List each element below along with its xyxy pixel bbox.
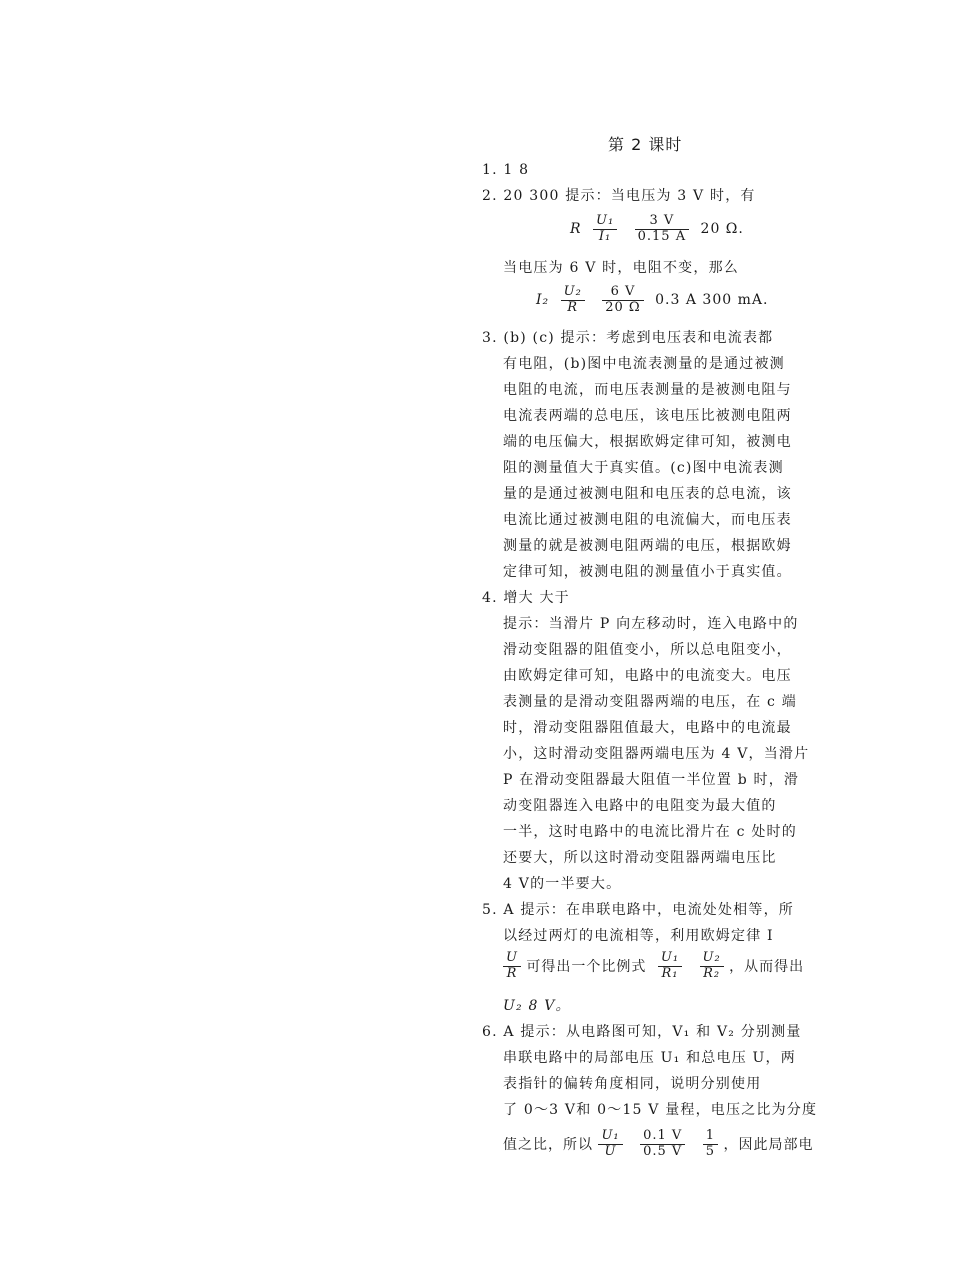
answer-2-equation-1 xyxy=(570,214,744,245)
section-title: 第 2 课时 xyxy=(608,135,683,154)
answer-2-line: 2. 20 300 提示：当电压为 3 V 时，有 xyxy=(482,188,756,204)
answer-5-line: 以经过两灯的电流相等，利用欧姆定律 I xyxy=(503,928,774,944)
eq6-tail: ，因此局部电 xyxy=(723,1137,814,1154)
eq1-lhs: R xyxy=(570,221,582,238)
answer-3-line: 阻的测量值大于真实值。(c)图中电流表测 xyxy=(503,460,784,476)
eq1-fraction-2: $\frac{3 V}{0.15 A}$ xyxy=(635,214,689,245)
eq5-text: 可得出一个比例式 xyxy=(526,959,647,976)
eq1-rhs: 20 Ω. xyxy=(700,221,744,238)
answer-4-line: 提示：当滑片 P 向左移动时，连入电路中的 xyxy=(503,616,799,632)
eq6-fraction-2: $\frac{0.1 V}{0.5 V}$ xyxy=(640,1129,685,1160)
answer-5-line: 5. A 提示：在串联电路中，电流处处相等，所 xyxy=(482,902,794,918)
eq5-tail: ，从而得出 xyxy=(729,959,805,976)
eq6-fraction-3: $\frac{1}{5}$ xyxy=(703,1129,718,1160)
answer-3-line: 定律可知，被测电阻的测量值小于真实值。 xyxy=(503,564,792,580)
answer-4-line: 还要大，所以这时滑动变阻器两端电压比 xyxy=(503,850,777,866)
answer-3-line: 电流比通过被测电阻的电流偏大，而电压表 xyxy=(503,512,792,528)
answer-6-line: 表指针的偏转角度相同，说明分别使用 xyxy=(503,1076,762,1092)
answer-6-line: 6. A 提示：从电路图可知，V₁ 和 V₂ 分别测量 xyxy=(482,1024,802,1040)
answer-6-line: 了 0～3 V和 0～15 V 量程，电压之比为分度 xyxy=(503,1102,818,1118)
eq6-fraction-1: $\frac{\text{U₁}}{U}$ xyxy=(598,1129,622,1160)
answer-3-line: 量的是通过被测电阻和电压表的总电流，该 xyxy=(503,486,792,502)
answer-4-line: 表测量的是滑动变阻器两端的电压，在 c 端 xyxy=(503,694,797,710)
answer-5-line: U₂ 8 V。 xyxy=(503,998,571,1014)
eq2-rhs: 0.3 A 300 mA. xyxy=(655,292,769,309)
eq5-fraction-1: $\frac{\text{U₁}}{\text{R₁}}$ xyxy=(658,951,682,982)
answer-4-line: 4 V的一半要大。 xyxy=(503,876,622,892)
eq5-fraction-0: $\frac{U}{R}$ xyxy=(503,951,521,982)
answer-4-line: 时，滑动变阻器阻值最大，电路中的电流最 xyxy=(503,720,792,736)
answer-4-line: 一半，这时电路中的电流比滑片在 c 处时的 xyxy=(503,824,797,840)
eq1-fraction-1: $\frac{\text{U₁}}{\text{I₁}}$ xyxy=(593,214,617,245)
eq2-lhs: I₂ xyxy=(536,292,550,309)
answer-6-line: 串联电路中的局部电压 U₁ 和总电压 U，两 xyxy=(503,1050,796,1066)
answer-3-line: 有电阻，(b)图中电流表测量的是通过被测 xyxy=(503,356,785,372)
answer-4-line: 4. 增大 大于 xyxy=(482,590,570,606)
answer-3-line: 电流表两端的总电压，该电压比被测电阻两 xyxy=(503,408,792,424)
answer-4-line: 滑动变阻器的阻值变小，所以总电阻变小， xyxy=(503,642,792,658)
answer-3-line: 电阻的电流，而电压表测量的是被测电阻与 xyxy=(503,382,792,398)
answer-3-line: 测量的就是被测电阻两端的电压，根据欧姆 xyxy=(503,538,792,554)
answer-5-equation xyxy=(497,951,804,982)
answer-4-line: 小，这时滑动变阻器两端电压为 4 V，当滑片 xyxy=(503,746,810,762)
eq5-fraction-2: $\frac{\text{U₂}}{\text{R₂}}$ xyxy=(700,951,724,982)
answer-4-line: 动变阻器连入电路中的电阻变为最大值的 xyxy=(503,798,777,814)
answer-2-equation-2 xyxy=(536,285,768,316)
answer-6-equation xyxy=(503,1129,813,1160)
answer-4-line: 由欧姆定律可知，电路中的电流变大。电压 xyxy=(503,668,792,684)
eq2-fraction-2: $\frac{6 V}{20 \Omega}$ xyxy=(602,285,643,316)
answer-3-line: 端的电压偏大，根据欧姆定律可知，被测电 xyxy=(503,434,792,450)
answer-4-line: P 在滑动变阻器最大阻值一半位置 b 时，滑 xyxy=(503,772,800,788)
answer-3-line: 3. (b) (c) 提示：考虑到电压表和电流表都 xyxy=(482,330,774,346)
eq6-head: 值之比，所以 xyxy=(503,1137,593,1154)
eq2-fraction-1: $\frac{\text{U₂}}{R}$ xyxy=(561,285,585,316)
answer-2-line-2: 当电压为 6 V 时，电阻不变，那么 xyxy=(503,260,739,276)
answer-1: 1. 1 8 xyxy=(482,162,530,178)
